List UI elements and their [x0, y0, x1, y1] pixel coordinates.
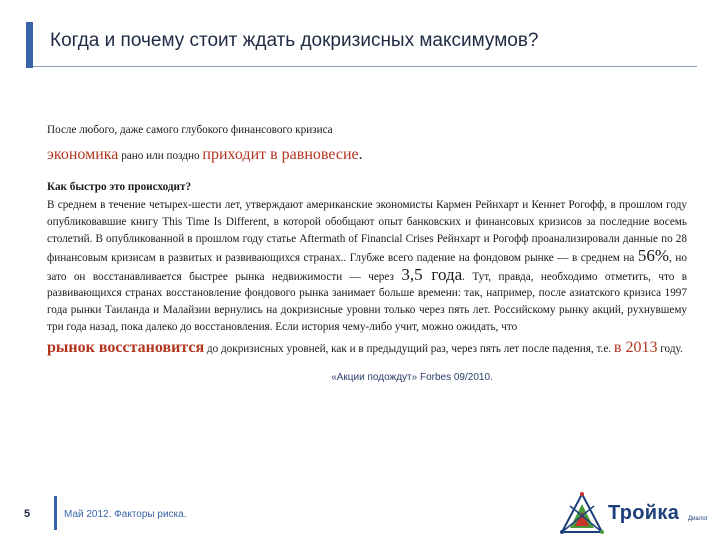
stat-56-percent: 56% — [637, 245, 670, 265]
conclusion-keyword: рынок восстановится — [47, 338, 205, 356]
company-logo — [560, 492, 710, 536]
thesis-line — [47, 147, 687, 165]
thesis-keyword-economy: экономика — [47, 145, 119, 163]
body-text-b: , но зато он восстанавливается быстрее рынка недвижимости — через — [47, 251, 687, 283]
source-citation: «Акции подождут» Forbes 09/2010. — [331, 371, 493, 383]
page-number: 5 — [24, 508, 31, 520]
body-paragraph — [47, 197, 687, 335]
slide-content — [47, 122, 687, 386]
conclusion-year: в 2013 — [613, 338, 658, 356]
body-text-a: В среднем в течение четырех-шести лет, утверждают американские экономисты Кармен Рейнхарт и Кеннет Рогофф, в прошлом году опубликовавшие книгу This Time Is Different, в которой обобщают опыт банковских и финансовых кризисов за последние восемь столетий. В опубликованной в прошлом году статье Aftermath of Financial Crises Рейнхарт и Рогофф проанализировали данные по 28 финансовым кризисам в развитых и развивающихся странах.. Глубже всего падение на фондовом рынке — в среднем на — [47, 199, 687, 264]
thesis-connector: рано или поздно — [118, 149, 203, 162]
footer-accent-bar — [54, 496, 57, 530]
title-divider — [33, 66, 697, 67]
title-accent-bar — [26, 22, 33, 68]
logo-mark-icon — [560, 492, 604, 536]
body-text-c: . Тут, правда, необходимо отметить, что в развивающихся странах восстановление фондового рынка занимает больше времени: так, например, после азиатского кризиса 1997 года рынки Таиланда и Малайзии вернулись на докризисные уровни только через пять лет. Российскому рынку акций, рухнувшему три года назад, пока далеко до восстановления. Если история чему-либо учит, можно ожидать, что — [47, 270, 687, 333]
conclusion-text: до докризисных уровней, как и в предыдущий раз, через пять лет после падения, т.е. — [204, 342, 614, 355]
slide-title: Когда и почему стоит ждать докризисных максимумов? — [50, 30, 539, 51]
conclusion-end: году. — [657, 342, 683, 355]
question-heading: Как быстро это происходит? — [47, 180, 192, 193]
intro-text: После любого, даже самого глубокого финансового кризиса — [47, 124, 333, 136]
conclusion-paragraph — [47, 340, 687, 358]
stat-3-5-years: 3,5 года — [401, 264, 463, 284]
thesis-period: . — [358, 145, 363, 163]
thesis-keyword-equilibrium: приходит в равновесие — [202, 145, 359, 163]
logo-subtitle: Диалог — [688, 516, 708, 522]
footer-caption: Май 2012. Факторы риска. — [64, 509, 187, 520]
logo-wordmark: Тройка — [608, 502, 680, 524]
